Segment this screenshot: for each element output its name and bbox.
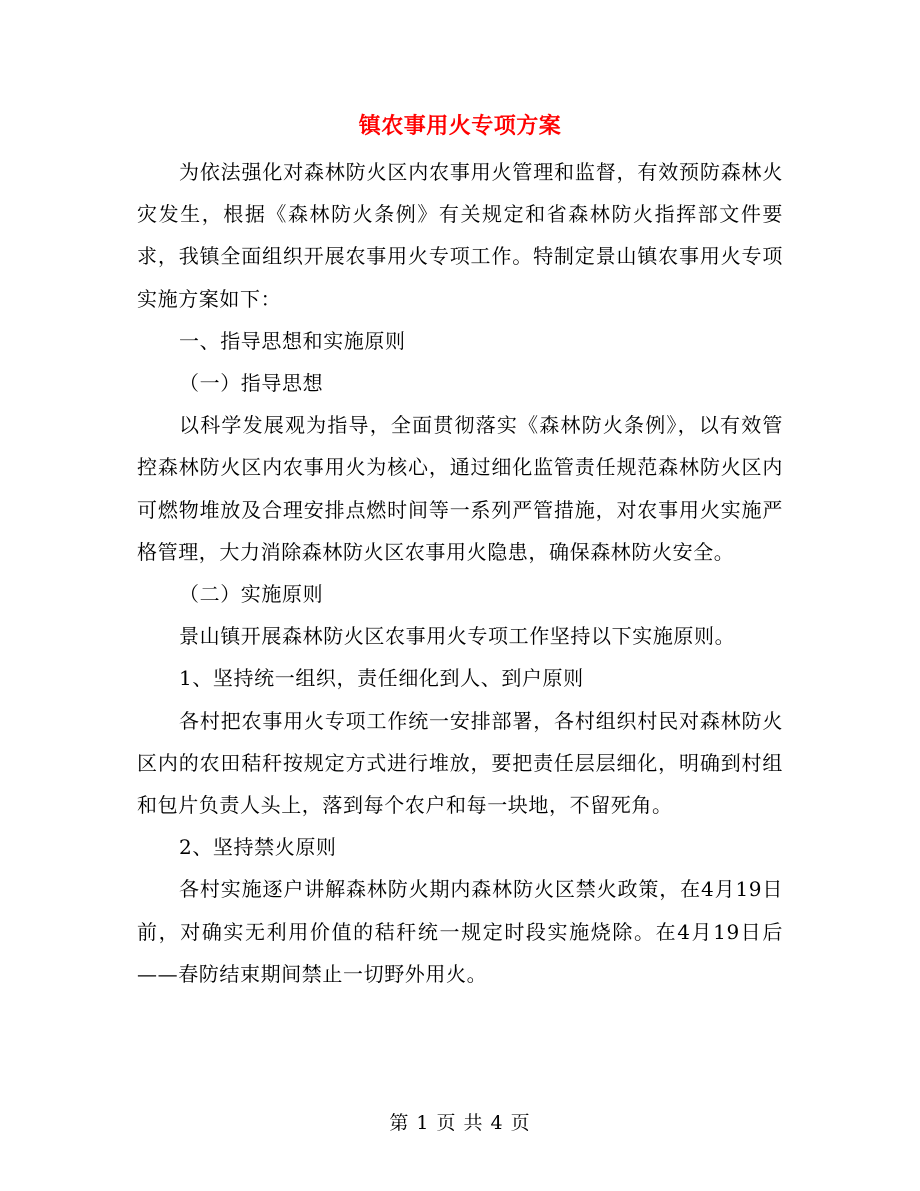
heading-implementation-principles: （二）实施原则 [179, 582, 324, 607]
heading-principle-2: 2、坚持禁火原则 [179, 835, 337, 860]
paragraph-guiding-thought: 以科学发展观为指导，全面贯彻落实《森林防火条例》，以有效管控森林防火区内农事用火为核心，通过细化监管责任规范森林防火区内可燃物堆放及合理安排点燃时间等一系列严管措施，对农事用火实施严格管理，大力消除森林防火区农事用火隐患，确保森林防火安全。 [137, 413, 783, 564]
heading-section-1: 一、指导思想和实施原则 [179, 328, 406, 353]
heading-principle-1: 1、坚持统一组织，责任细化到人、到户原则 [179, 666, 584, 691]
document-body [137, 151, 783, 995]
heading-guiding-thought: （一）指导思想 [179, 371, 324, 396]
paragraph-principle-2: 各村实施逐户讲解森林防火期内森林防火区禁火政策，在4月19日前，对确实无利用价值的秸秆统一规定时段实施烧除。在4月19日后——春防结束期间禁止一切野外用火。 [137, 877, 783, 986]
page-number: 第 1 页 共 4 页 [389, 1112, 531, 1134]
paragraph-principles-intro: 景山镇开展森林防火区农事用火专项工作坚持以下实施原则。 [179, 624, 736, 649]
paragraph-intro: 为依法强化对森林防火区内农事用火管理和监督，有效预防森林火灾发生，根据《森林防火条例》有关规定和省森林防火指挥部文件要求，我镇全面组织开展农事用火专项工作。特制定景山镇农事用火专项实施方案如下： [137, 160, 783, 311]
document-title: 镇农事用火专项方案 [358, 113, 562, 139]
paragraph-principle-1: 各村把农事用火专项工作统一安排部署，各村组织村民对森林防火区内的农田秸秆按规定方式进行堆放，要把责任层层细化，明确到村组和包片负责人头上，落到每个农户和每一块地，不留死角。 [137, 708, 783, 818]
